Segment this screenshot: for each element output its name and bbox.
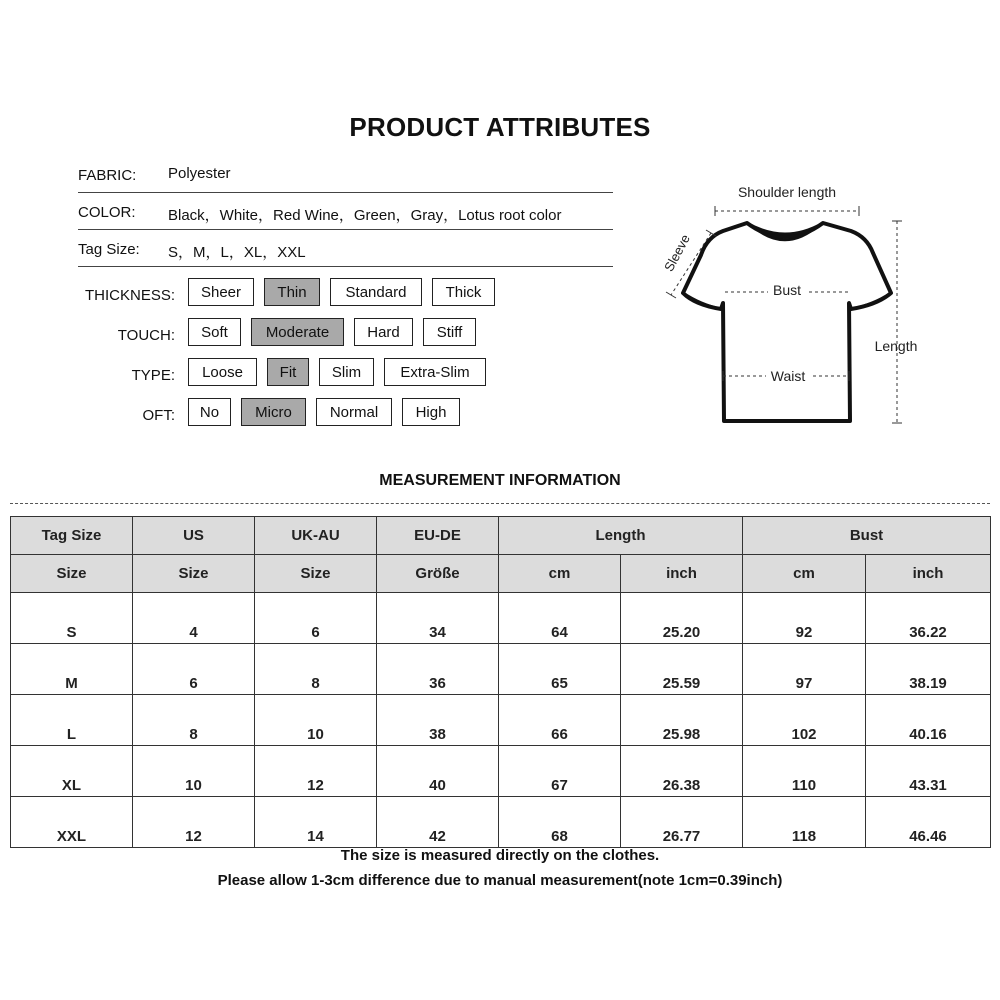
length-label: Length [874, 338, 918, 354]
attr-row-fabric [78, 155, 613, 193]
table-cell: 4 [133, 593, 255, 644]
option-loose[interactable]: Loose [188, 358, 257, 386]
table-cell: 38 [377, 695, 499, 746]
shoulder-length-label: Shoulder length [737, 184, 837, 200]
table-cell: 68 [499, 797, 621, 848]
attr-row-tag-size [78, 229, 613, 267]
option-stiff[interactable]: Stiff [423, 318, 476, 346]
table-row [11, 746, 991, 797]
table-row [11, 695, 991, 746]
option-extra-slim[interactable]: Extra-Slim [384, 358, 486, 386]
measurement-title: MEASUREMENT INFORMATION [379, 472, 621, 489]
option-normal[interactable]: Normal [316, 398, 392, 426]
table-cell: 10 [133, 746, 255, 797]
table-row [11, 593, 991, 644]
subheader-cell: inch [866, 555, 991, 593]
option-high[interactable]: High [402, 398, 460, 426]
option-thin[interactable]: Thin [264, 278, 320, 306]
tshirt-outline [683, 223, 891, 421]
option-fit[interactable]: Fit [267, 358, 309, 386]
header-length: Length [499, 517, 743, 555]
note-measured: The size is measured directly on the clothes. [340, 847, 660, 864]
header-tag-size: Tag Size [11, 517, 133, 555]
tag-size-label: Tag Size: [78, 241, 140, 258]
option-standard[interactable]: Standard [330, 278, 422, 306]
table-cell: 110 [743, 746, 866, 797]
table-cell: 36.22 [866, 593, 991, 644]
table-cell: 66 [499, 695, 621, 746]
option-soft[interactable]: Soft [188, 318, 241, 346]
table-row [11, 797, 991, 848]
subheader-cell: inch [621, 555, 743, 593]
table-cell: 12 [255, 746, 377, 797]
fabric-value: Polyester [168, 165, 231, 182]
sleeve-label: Sleeve [661, 231, 693, 274]
table-cell: 64 [499, 593, 621, 644]
note-difference: Please allow 1-3cm difference due to manual measurement(note 1cm=0.39inch) [217, 872, 783, 889]
header-uk-au: UK-AU [255, 517, 377, 555]
subheader-cell: Size [255, 555, 377, 593]
thickness-label: THICKNESS: [84, 287, 175, 304]
option-micro[interactable]: Micro [241, 398, 306, 426]
tag-size-value: S，M，L，XL，XXL [168, 244, 306, 261]
table-cell: S [11, 593, 133, 644]
measurement-table [10, 516, 991, 848]
table-cell: 26.38 [621, 746, 743, 797]
touch-label: TOUCH: [117, 327, 175, 344]
option-slim[interactable]: Slim [319, 358, 374, 386]
option-thick[interactable]: Thick [432, 278, 495, 306]
table-cell: XL [11, 746, 133, 797]
bust-label: Bust [772, 282, 802, 298]
subheader-cell: Größe [377, 555, 499, 593]
table-cell: XXL [11, 797, 133, 848]
table-cell: 36 [377, 644, 499, 695]
option-sheer[interactable]: Sheer [188, 278, 254, 306]
table-row [11, 644, 991, 695]
subheader-cell: cm [499, 555, 621, 593]
table-cell: 12 [133, 797, 255, 848]
table-cell: M [11, 644, 133, 695]
fabric-label: FABRIC: [78, 167, 137, 184]
table-cell: 97 [743, 644, 866, 695]
header-us: US [133, 517, 255, 555]
table-cell: 65 [499, 644, 621, 695]
table-cell: 43.31 [866, 746, 991, 797]
table-cell: 40 [377, 746, 499, 797]
table-cell: 6 [255, 593, 377, 644]
table-cell: 40.16 [866, 695, 991, 746]
option-moderate[interactable]: Moderate [251, 318, 344, 346]
table-cell: 38.19 [866, 644, 991, 695]
page-title: PRODUCT ATTRIBUTES [349, 112, 651, 142]
type-label: TYPE: [131, 367, 175, 384]
table-cell: 34 [377, 593, 499, 644]
table-cell: 6 [133, 644, 255, 695]
table-cell: 102 [743, 695, 866, 746]
table-cell: L [11, 695, 133, 746]
option-hard[interactable]: Hard [354, 318, 413, 346]
tshirt-diagram [655, 175, 925, 435]
table-cell: 92 [743, 593, 866, 644]
color-label: COLOR: [78, 204, 136, 221]
dashed-divider [10, 503, 990, 504]
table-cell: 67 [499, 746, 621, 797]
option-no[interactable]: No [188, 398, 231, 426]
table-cell: 118 [743, 797, 866, 848]
table-cell: 25.98 [621, 695, 743, 746]
table-cell: 8 [133, 695, 255, 746]
table-header-row-1 [11, 517, 991, 555]
waist-label: Waist [770, 368, 806, 384]
subheader-cell: Size [133, 555, 255, 593]
header-bust: Bust [743, 517, 991, 555]
table-header-row-2 [11, 555, 991, 593]
table-cell: 26.77 [621, 797, 743, 848]
header-eu-de: EU-DE [377, 517, 499, 555]
table-cell: 25.59 [621, 644, 743, 695]
attr-row-color [78, 192, 613, 230]
table-cell: 42 [377, 797, 499, 848]
color-value: Black，White，Red Wine，Green，Gray，Lotus root color [168, 207, 562, 224]
table-cell: 10 [255, 695, 377, 746]
table-cell: 25.20 [621, 593, 743, 644]
oft-label: OFT: [142, 407, 175, 424]
table-cell: 8 [255, 644, 377, 695]
subheader-cell: Size [11, 555, 133, 593]
subheader-cell: cm [743, 555, 866, 593]
table-cell: 46.46 [866, 797, 991, 848]
table-cell: 14 [255, 797, 377, 848]
